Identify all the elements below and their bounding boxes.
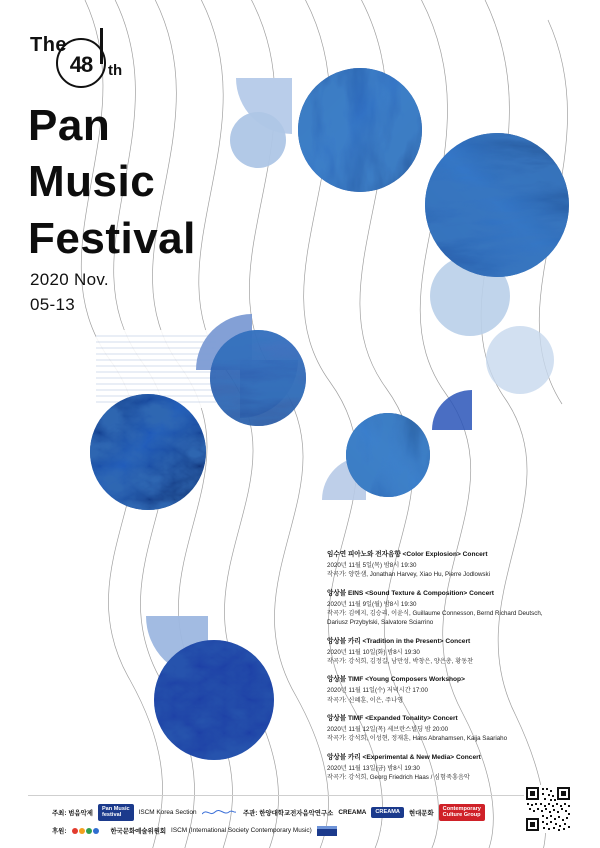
page-title bbox=[28, 98, 196, 267]
logo-edition-circle bbox=[56, 38, 106, 88]
logo-edition-suffix: th bbox=[108, 62, 123, 79]
title-line-2: Music bbox=[28, 157, 156, 207]
programme-detail: 작곡가: 강석희, Georg Friedrich Haas / 심험죽흥음악 bbox=[327, 773, 470, 781]
logo-the-text: The bbox=[30, 34, 68, 56]
contemporary-culture-group-logo bbox=[439, 804, 485, 821]
programme-detail: 2020년 11월 13일(금) 밤8시 19:30 bbox=[327, 764, 420, 772]
footer-support-row bbox=[52, 826, 351, 835]
arts-council-icon bbox=[71, 826, 105, 835]
host-label: 주최: 범음악제 bbox=[52, 809, 93, 817]
title-line-3: Festival bbox=[28, 213, 196, 263]
host-organisation: ISCM Korea Section bbox=[138, 808, 197, 816]
cohost-brand: CREAMA bbox=[338, 808, 367, 816]
list-item bbox=[327, 714, 579, 744]
programme-detail: 작곡가: 양한샘, Jonathan Harvey, Xiao Hu, Pierre Jodlowski bbox=[327, 571, 490, 579]
footer bbox=[0, 795, 600, 848]
pan-music-festival-logo bbox=[98, 804, 134, 821]
creama-logo: CREAMA bbox=[371, 807, 404, 817]
programme-detail: 2020년 11월 5일(목) 밤8시 19:30 bbox=[327, 562, 417, 570]
programme-detail: 2020년 11월 11일(수) 저녁시간 17:00 bbox=[327, 687, 428, 695]
wave-icon bbox=[202, 808, 236, 817]
programme-title: 앙상블 TIMF <Expanded Tonality> Concert bbox=[327, 714, 458, 722]
programme-detail: 작곡가: 김예지, 김승리, 이윤식, Guillaume Connesson, Bernd Richard Deutsch, bbox=[327, 609, 543, 617]
cohost-label: 주관: 한양대학교전자음악연구소 bbox=[243, 809, 334, 817]
programme-detail: Dariusz Przybylski, Salvatore Sciarrino bbox=[327, 619, 434, 627]
list-item bbox=[327, 753, 579, 783]
dates-line-2: 05-13 bbox=[30, 294, 75, 314]
support-organisation-1: 한국문화예술위원회 bbox=[110, 828, 167, 835]
list-item bbox=[327, 637, 579, 667]
ccg-line-2: Culture Group bbox=[442, 812, 481, 819]
programme-title: 앙상블 카리 <Experimental & New Media> Concert bbox=[327, 753, 481, 761]
list-item bbox=[327, 675, 579, 705]
pan-chip-line-2: festival bbox=[101, 812, 122, 819]
festival-logo bbox=[28, 26, 148, 92]
pan-chip-line-1: Pan Music bbox=[101, 806, 130, 812]
programme-title: 앙상블 EINS <Sound Texture & Composition> Concert bbox=[327, 589, 494, 597]
support-label: 후원: bbox=[52, 828, 67, 835]
programme-list bbox=[327, 550, 579, 791]
footer-cohost-row bbox=[243, 804, 485, 821]
programme-detail: 작곡가: 강석희, 이성현, 정재훈, Hans Abrahamsen, Kaija Saariaho bbox=[327, 735, 508, 743]
programme-detail: 작곡가: 신혜훈, 이은, 주나영 bbox=[327, 696, 404, 704]
programme-title: 임수연 피아노와 전자음향 <Color Explosion> Concert bbox=[327, 551, 488, 558]
list-item bbox=[327, 589, 579, 628]
title-line-1: Pan bbox=[28, 101, 111, 150]
ccg-line-1: Contemporary bbox=[442, 806, 481, 812]
programme-detail: 2020년 11월 12일(목) 세브란스빌딩 밤 20:00 bbox=[327, 725, 449, 733]
list-item bbox=[327, 550, 579, 580]
programme-title: 앙상블 카리 <Tradition in the Present> Concert bbox=[327, 637, 471, 645]
qr-code[interactable] bbox=[524, 785, 572, 833]
programme-title: 앙상블 TIMF <Young Composers Workshop> bbox=[327, 676, 465, 684]
footer-host-row bbox=[52, 804, 236, 821]
support-organisation-2: ISCM (International Society Contemporary Music) bbox=[171, 827, 312, 834]
dates-line-1: 2020 Nov. bbox=[30, 270, 109, 289]
cohost-organisation-2: 현대문화 bbox=[408, 809, 434, 817]
programme-detail: 2020년 11월 9일(월) 밤8시 19:30 bbox=[327, 600, 417, 608]
iscm-flag-icon bbox=[317, 826, 351, 835]
programme-detail: 2020년 11월 10일(화) 밤8시 19:30 bbox=[327, 648, 420, 656]
logo-edition-number: 48 bbox=[69, 52, 93, 77]
footer-divider bbox=[28, 795, 572, 796]
programme-detail: 작곡가: 강석희, 김정길, 남만성, 박창은, 양은총, 황동찬 bbox=[327, 657, 474, 665]
festival-dates bbox=[30, 268, 109, 317]
